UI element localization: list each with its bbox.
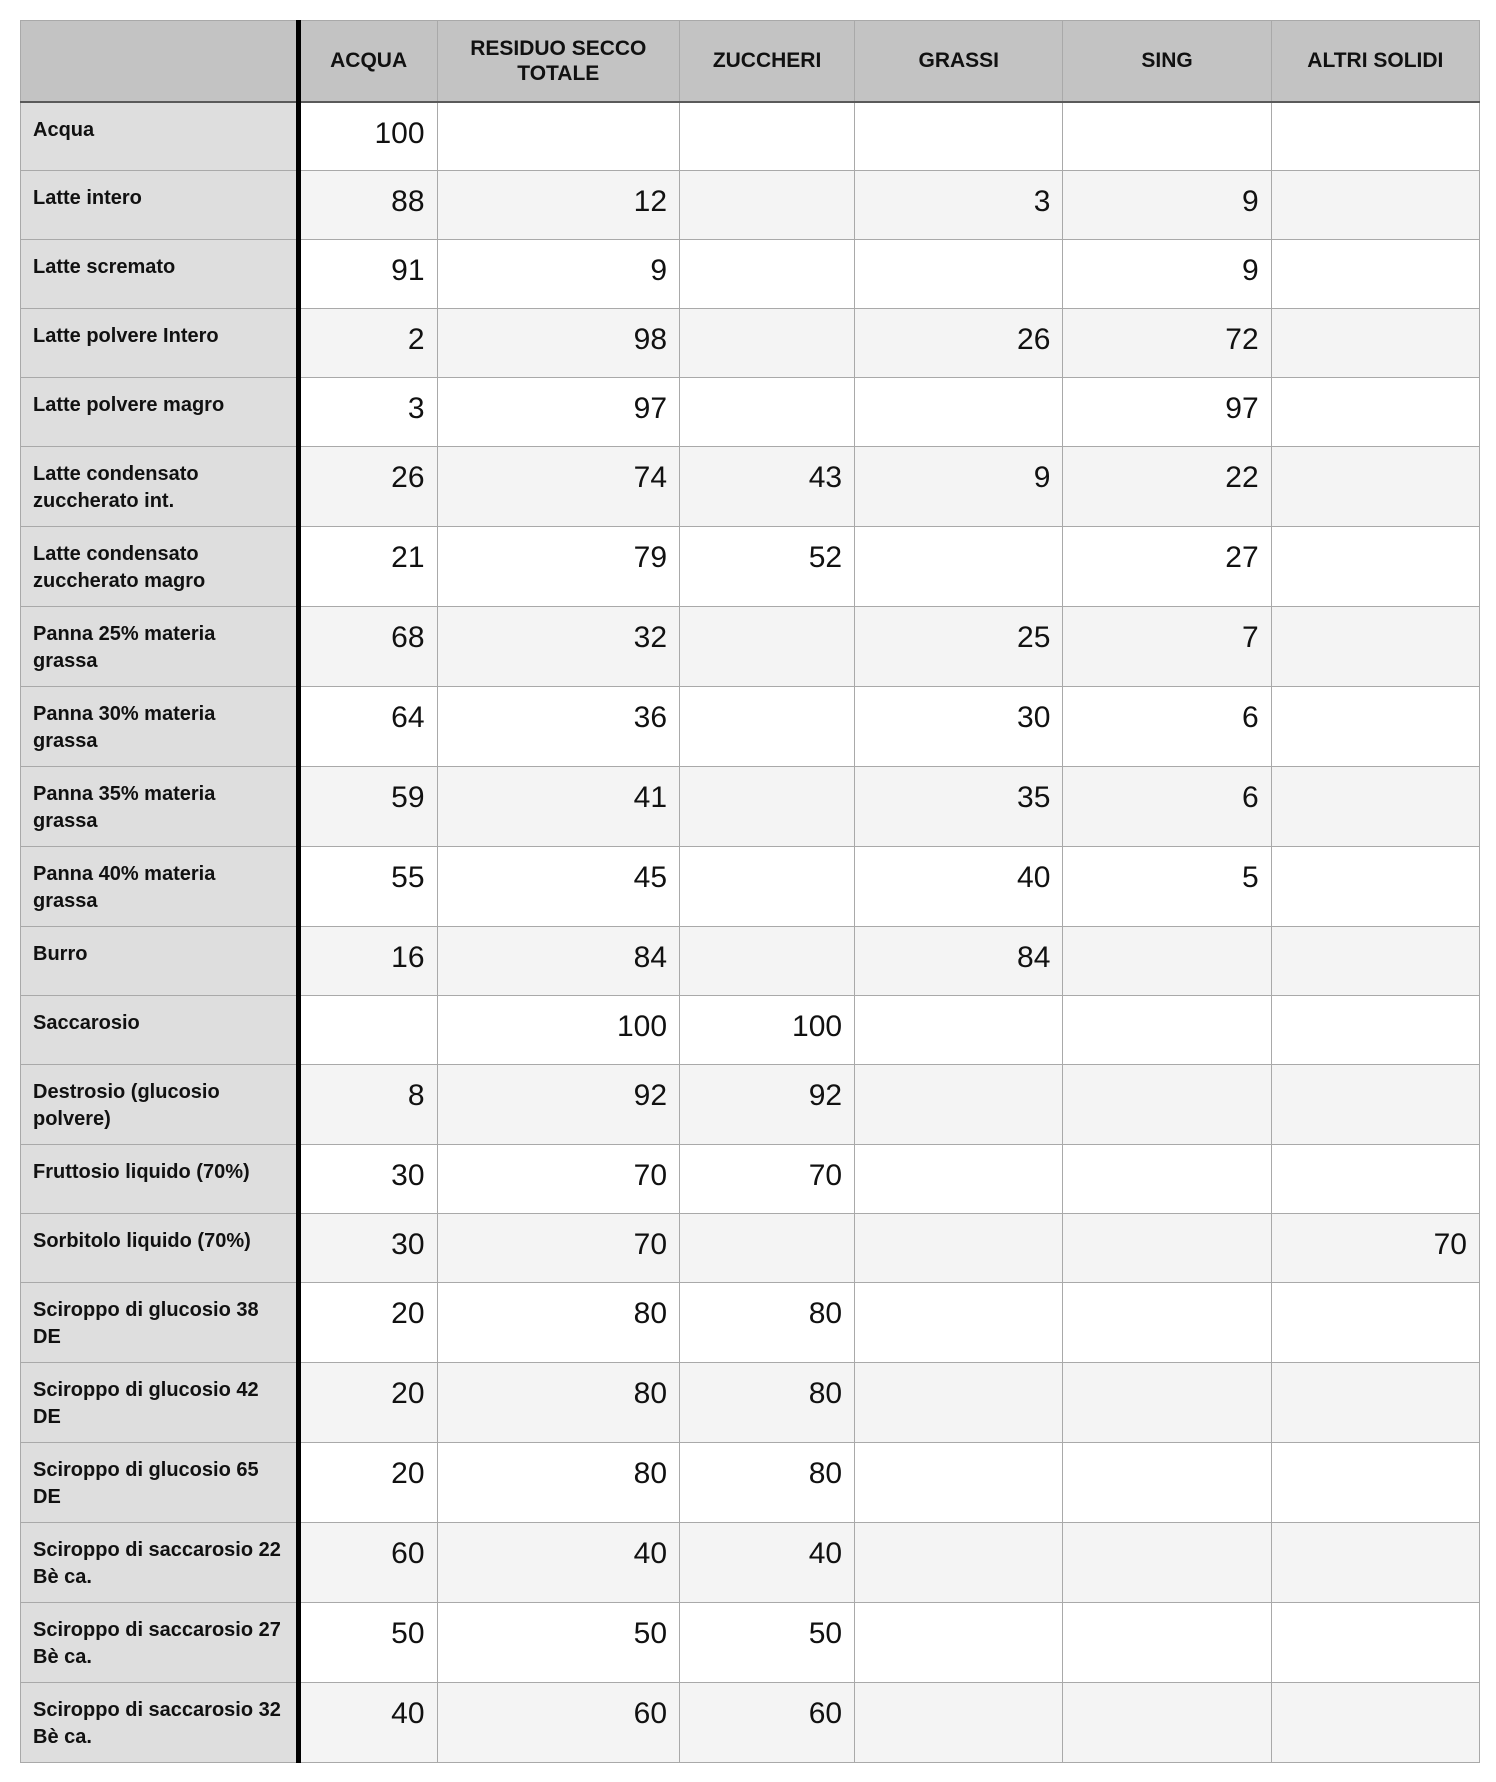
cell-residuo-secco-totale: 36 — [437, 687, 679, 767]
cell-zuccheri: 80 — [680, 1443, 855, 1523]
cell-grassi: 84 — [855, 927, 1063, 996]
row-label: Sciroppo di saccarosio 22 Bè ca. — [21, 1523, 299, 1603]
cell-acqua: 20 — [298, 1363, 437, 1443]
cell-grassi — [855, 996, 1063, 1065]
column-header-zuccheri: ZUCCHERI — [680, 21, 855, 102]
cell-grassi: 40 — [855, 847, 1063, 927]
row-label: Sorbitolo liquido (70%) — [21, 1214, 299, 1283]
cell-altri-solidi — [1271, 240, 1479, 309]
cell-residuo-secco-totale: 97 — [437, 378, 679, 447]
cell-residuo-secco-totale: 9 — [437, 240, 679, 309]
cell-residuo-secco-totale: 32 — [437, 607, 679, 687]
cell-grassi: 35 — [855, 767, 1063, 847]
cell-residuo-secco-totale: 50 — [437, 1603, 679, 1683]
cell-acqua: 30 — [298, 1214, 437, 1283]
table-row — [21, 1443, 1480, 1523]
cell-altri-solidi — [1271, 1283, 1479, 1363]
cell-altri-solidi — [1271, 687, 1479, 767]
cell-residuo-secco-totale: 98 — [437, 309, 679, 378]
cell-altri-solidi — [1271, 309, 1479, 378]
cell-grassi — [855, 1443, 1063, 1523]
cell-sing — [1063, 927, 1271, 996]
column-header-acqua: ACQUA — [298, 21, 437, 102]
cell-acqua: 3 — [298, 378, 437, 447]
row-label: Panna 35% materia grassa — [21, 767, 299, 847]
cell-grassi: 26 — [855, 309, 1063, 378]
cell-sing — [1063, 1065, 1271, 1145]
table-row — [21, 1065, 1480, 1145]
cell-residuo-secco-totale: 84 — [437, 927, 679, 996]
row-label: Latte intero — [21, 171, 299, 240]
column-header-sing: SING — [1063, 21, 1271, 102]
cell-grassi — [855, 1145, 1063, 1214]
cell-residuo-secco-totale: 80 — [437, 1283, 679, 1363]
table-row — [21, 927, 1480, 996]
cell-zuccheri — [680, 607, 855, 687]
cell-grassi — [855, 1363, 1063, 1443]
row-label: Panna 30% materia grassa — [21, 687, 299, 767]
cell-acqua: 16 — [298, 927, 437, 996]
cell-zuccheri: 70 — [680, 1145, 855, 1214]
cell-sing — [1063, 996, 1271, 1065]
header-row — [21, 21, 1480, 102]
table-row — [21, 240, 1480, 309]
cell-altri-solidi — [1271, 1683, 1479, 1763]
cell-acqua: 30 — [298, 1145, 437, 1214]
cell-sing — [1063, 1214, 1271, 1283]
row-label: Latte polvere magro — [21, 378, 299, 447]
row-label: Sciroppo di saccarosio 27 Bè ca. — [21, 1603, 299, 1683]
row-label: Latte polvere Intero — [21, 309, 299, 378]
cell-zuccheri: 80 — [680, 1363, 855, 1443]
cell-altri-solidi — [1271, 1145, 1479, 1214]
cell-grassi: 25 — [855, 607, 1063, 687]
cell-altri-solidi — [1271, 102, 1479, 171]
table-row — [21, 1214, 1480, 1283]
cell-altri-solidi — [1271, 527, 1479, 607]
cell-residuo-secco-totale: 60 — [437, 1683, 679, 1763]
cell-sing: 6 — [1063, 767, 1271, 847]
cell-sing — [1063, 1683, 1271, 1763]
cell-altri-solidi: 70 — [1271, 1214, 1479, 1283]
row-label: Sciroppo di glucosio 42 DE — [21, 1363, 299, 1443]
cell-acqua: 21 — [298, 527, 437, 607]
cell-sing — [1063, 1443, 1271, 1523]
cell-altri-solidi — [1271, 378, 1479, 447]
cell-acqua: 40 — [298, 1683, 437, 1763]
cell-acqua: 20 — [298, 1283, 437, 1363]
cell-sing — [1063, 1523, 1271, 1603]
cell-residuo-secco-totale: 80 — [437, 1363, 679, 1443]
cell-grassi — [855, 1603, 1063, 1683]
cell-acqua — [298, 996, 437, 1065]
cell-altri-solidi — [1271, 607, 1479, 687]
row-label: Destrosio (glucosio polvere) — [21, 1065, 299, 1145]
cell-residuo-secco-totale: 40 — [437, 1523, 679, 1603]
cell-residuo-secco-totale: 80 — [437, 1443, 679, 1523]
cell-grassi — [855, 1283, 1063, 1363]
cell-grassi — [855, 240, 1063, 309]
column-header-residuo-secco-totale: RESIDUO SECCO TOTALE — [437, 21, 679, 102]
column-header-altri-solidi: ALTRI SOLIDI — [1271, 21, 1479, 102]
cell-zuccheri — [680, 378, 855, 447]
cell-zuccheri — [680, 240, 855, 309]
cell-acqua: 26 — [298, 447, 437, 527]
cell-acqua: 88 — [298, 171, 437, 240]
cell-sing — [1063, 1363, 1271, 1443]
table-row — [21, 378, 1480, 447]
row-label: Panna 40% materia grassa — [21, 847, 299, 927]
cell-sing: 27 — [1063, 527, 1271, 607]
cell-residuo-secco-totale: 41 — [437, 767, 679, 847]
cell-altri-solidi — [1271, 767, 1479, 847]
cell-altri-solidi — [1271, 1603, 1479, 1683]
cell-zuccheri: 52 — [680, 527, 855, 607]
cell-grassi: 3 — [855, 171, 1063, 240]
table-row — [21, 1145, 1480, 1214]
cell-grassi — [855, 1065, 1063, 1145]
table-row — [21, 1523, 1480, 1603]
table-row — [21, 171, 1480, 240]
cell-acqua: 2 — [298, 309, 437, 378]
cell-sing — [1063, 102, 1271, 171]
table-row — [21, 607, 1480, 687]
cell-zuccheri — [680, 102, 855, 171]
cell-zuccheri: 92 — [680, 1065, 855, 1145]
cell-acqua: 64 — [298, 687, 437, 767]
cell-acqua: 8 — [298, 1065, 437, 1145]
cell-zuccheri: 60 — [680, 1683, 855, 1763]
cell-acqua: 68 — [298, 607, 437, 687]
cell-residuo-secco-totale: 45 — [437, 847, 679, 927]
row-label: Latte scremato — [21, 240, 299, 309]
cell-grassi — [855, 1683, 1063, 1763]
cell-zuccheri: 43 — [680, 447, 855, 527]
cell-zuccheri — [680, 927, 855, 996]
cell-altri-solidi — [1271, 1523, 1479, 1603]
table-row — [21, 1683, 1480, 1763]
cell-sing: 9 — [1063, 171, 1271, 240]
table-row — [21, 767, 1480, 847]
table-row — [21, 447, 1480, 527]
cell-grassi: 30 — [855, 687, 1063, 767]
cell-altri-solidi — [1271, 171, 1479, 240]
cell-sing: 7 — [1063, 607, 1271, 687]
row-label: Sciroppo di glucosio 38 DE — [21, 1283, 299, 1363]
cell-zuccheri — [680, 767, 855, 847]
table-row — [21, 309, 1480, 378]
cell-sing: 22 — [1063, 447, 1271, 527]
cell-grassi — [855, 378, 1063, 447]
cell-altri-solidi — [1271, 996, 1479, 1065]
header-corner-cell — [21, 21, 299, 102]
cell-residuo-secco-totale: 12 — [437, 171, 679, 240]
cell-residuo-secco-totale: 100 — [437, 996, 679, 1065]
cell-residuo-secco-totale: 70 — [437, 1214, 679, 1283]
cell-sing — [1063, 1283, 1271, 1363]
cell-residuo-secco-totale: 70 — [437, 1145, 679, 1214]
cell-residuo-secco-totale: 74 — [437, 447, 679, 527]
cell-zuccheri: 100 — [680, 996, 855, 1065]
row-label: Acqua — [21, 102, 299, 171]
cell-acqua: 20 — [298, 1443, 437, 1523]
cell-sing: 5 — [1063, 847, 1271, 927]
cell-zuccheri — [680, 687, 855, 767]
cell-zuccheri: 40 — [680, 1523, 855, 1603]
cell-altri-solidi — [1271, 1065, 1479, 1145]
row-label: Panna 25% materia grassa — [21, 607, 299, 687]
row-label: Latte condensato zuccherato int. — [21, 447, 299, 527]
table-row — [21, 847, 1480, 927]
cell-grassi — [855, 1214, 1063, 1283]
cell-grassi — [855, 102, 1063, 171]
table-row — [21, 1363, 1480, 1443]
cell-residuo-secco-totale: 79 — [437, 527, 679, 607]
table-row — [21, 996, 1480, 1065]
row-label: Burro — [21, 927, 299, 996]
cell-sing: 72 — [1063, 309, 1271, 378]
row-label: Sciroppo di saccarosio 32 Bè ca. — [21, 1683, 299, 1763]
cell-altri-solidi — [1271, 447, 1479, 527]
cell-sing — [1063, 1145, 1271, 1214]
cell-altri-solidi — [1271, 847, 1479, 927]
table-row — [21, 527, 1480, 607]
cell-residuo-secco-totale — [437, 102, 679, 171]
table-row — [21, 102, 1480, 171]
cell-zuccheri — [680, 1214, 855, 1283]
cell-sing: 6 — [1063, 687, 1271, 767]
row-label: Saccarosio — [21, 996, 299, 1065]
cell-zuccheri: 80 — [680, 1283, 855, 1363]
row-label: Sciroppo di glucosio 65 DE — [21, 1443, 299, 1523]
cell-altri-solidi — [1271, 1443, 1479, 1523]
cell-acqua: 55 — [298, 847, 437, 927]
cell-acqua: 50 — [298, 1603, 437, 1683]
cell-altri-solidi — [1271, 1363, 1479, 1443]
cell-sing: 97 — [1063, 378, 1271, 447]
cell-zuccheri — [680, 309, 855, 378]
table-row — [21, 687, 1480, 767]
cell-grassi — [855, 527, 1063, 607]
row-label: Fruttosio liquido (70%) — [21, 1145, 299, 1214]
cell-acqua: 59 — [298, 767, 437, 847]
composition-table — [20, 20, 1480, 1763]
table-row — [21, 1603, 1480, 1683]
cell-grassi: 9 — [855, 447, 1063, 527]
table-row — [21, 1283, 1480, 1363]
cell-sing: 9 — [1063, 240, 1271, 309]
cell-acqua: 91 — [298, 240, 437, 309]
cell-zuccheri: 50 — [680, 1603, 855, 1683]
cell-sing — [1063, 1603, 1271, 1683]
row-label: Latte condensato zuccherato magro — [21, 527, 299, 607]
cell-grassi — [855, 1523, 1063, 1603]
table-body — [21, 102, 1480, 1763]
cell-zuccheri — [680, 847, 855, 927]
column-header-grassi: GRASSI — [855, 21, 1063, 102]
cell-altri-solidi — [1271, 927, 1479, 996]
cell-acqua: 60 — [298, 1523, 437, 1603]
cell-residuo-secco-totale: 92 — [437, 1065, 679, 1145]
cell-zuccheri — [680, 171, 855, 240]
cell-acqua: 100 — [298, 102, 437, 171]
table-header — [21, 21, 1480, 102]
